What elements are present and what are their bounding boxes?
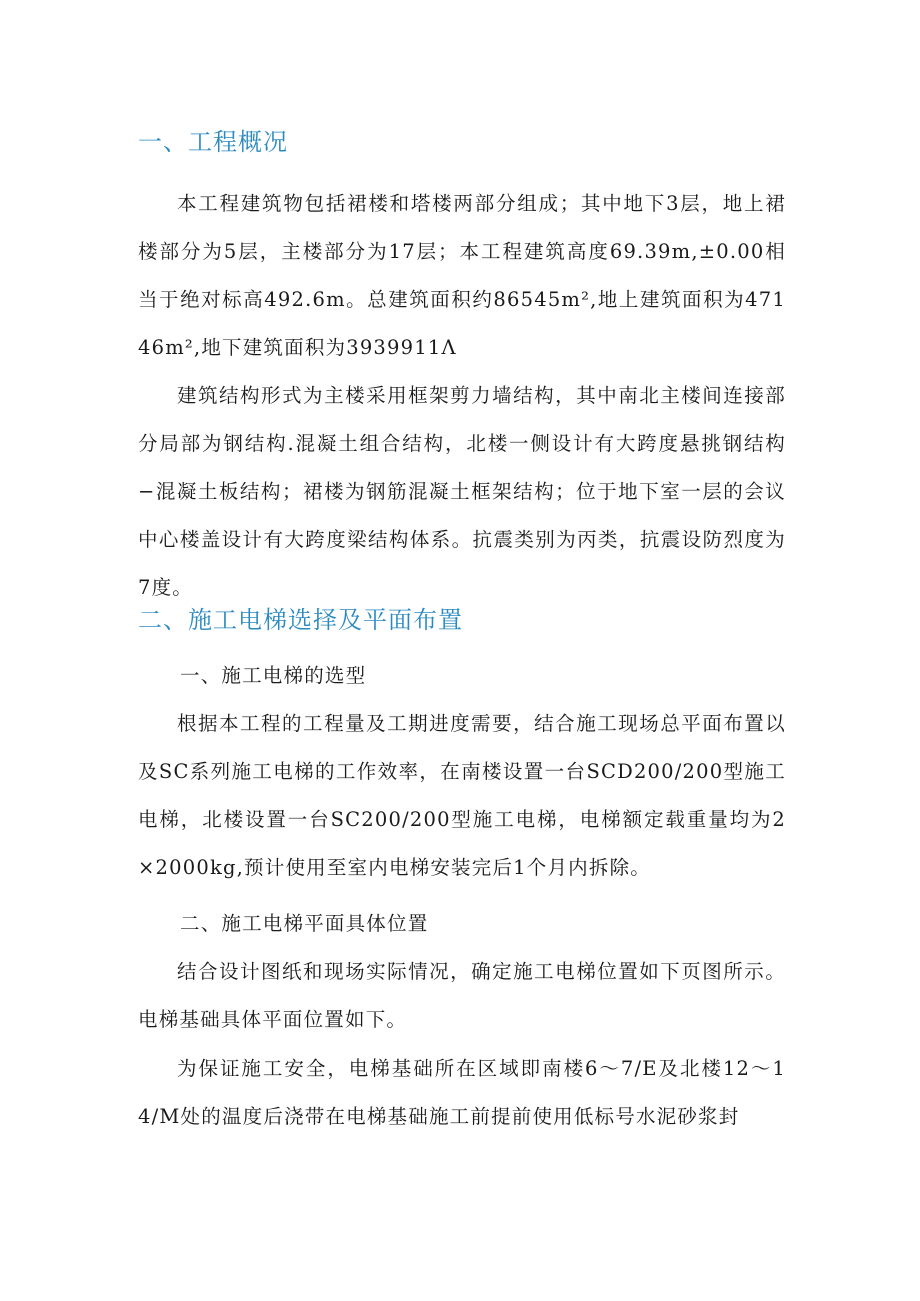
- section-heading-elevator-selection: 二、施工电梯选择及平面布置: [138, 606, 463, 634]
- paragraph-building-overview: 本工程建筑物包括裙楼和塔楼两部分组成；其中地下3层，地上裙楼部分为5层，主楼部分为17层；本工程建筑高度69.39m,±0.00相当于绝对标高492.6m。总建筑面积约86545m²,地上建筑面积为47146m²,地下建筑面积为3939911Λ: [138, 192, 786, 359]
- paragraph-elevator-model: 根据本工程的工程量及工期进度需要，结合施工现场总平面布置以及SC系列施工电梯的工作效率，在南楼设置一台SCD200/200型施工电梯，北楼设置一台SC200/200型施工电梯，电梯额定载重量均为2×2000kg,预计使用至室内电梯安装完后1个月内拆除。: [138, 712, 786, 879]
- paragraph-safety-measures: 为保证施工安全，电梯基础所在区域即南楼6～7/E及北楼12～14/M处的温度后浇带在电梯基础施工前提前使用低标号水泥砂浆封: [138, 1057, 786, 1128]
- section-heading-project-overview: 一、工程概况: [138, 128, 288, 156]
- subsection-title-elevator-model: 一、施工电梯的选型: [180, 664, 367, 687]
- subsection-title-elevator-position: 二、施工电梯平面具体位置: [180, 912, 429, 935]
- paragraph-structure-form: 建筑结构形式为主楼采用框架剪力墙结构，其中南北主楼间连接部分局部为钢结构.混凝土组合结构，北楼一侧设计有大跨度悬挑钢结构−混凝土板结构；裙楼为钢筋混凝土框架结构；位于地下室一层的会议中心楼盖设计有大跨度梁结构体系。抗震类别为丙类，抗震设防烈度为7度。: [138, 384, 786, 599]
- paragraph-elevator-position: 结合设计图纸和现场实际情况，确定施工电梯位置如下页图所示。电梯基础具体平面位置如下。: [138, 960, 786, 1031]
